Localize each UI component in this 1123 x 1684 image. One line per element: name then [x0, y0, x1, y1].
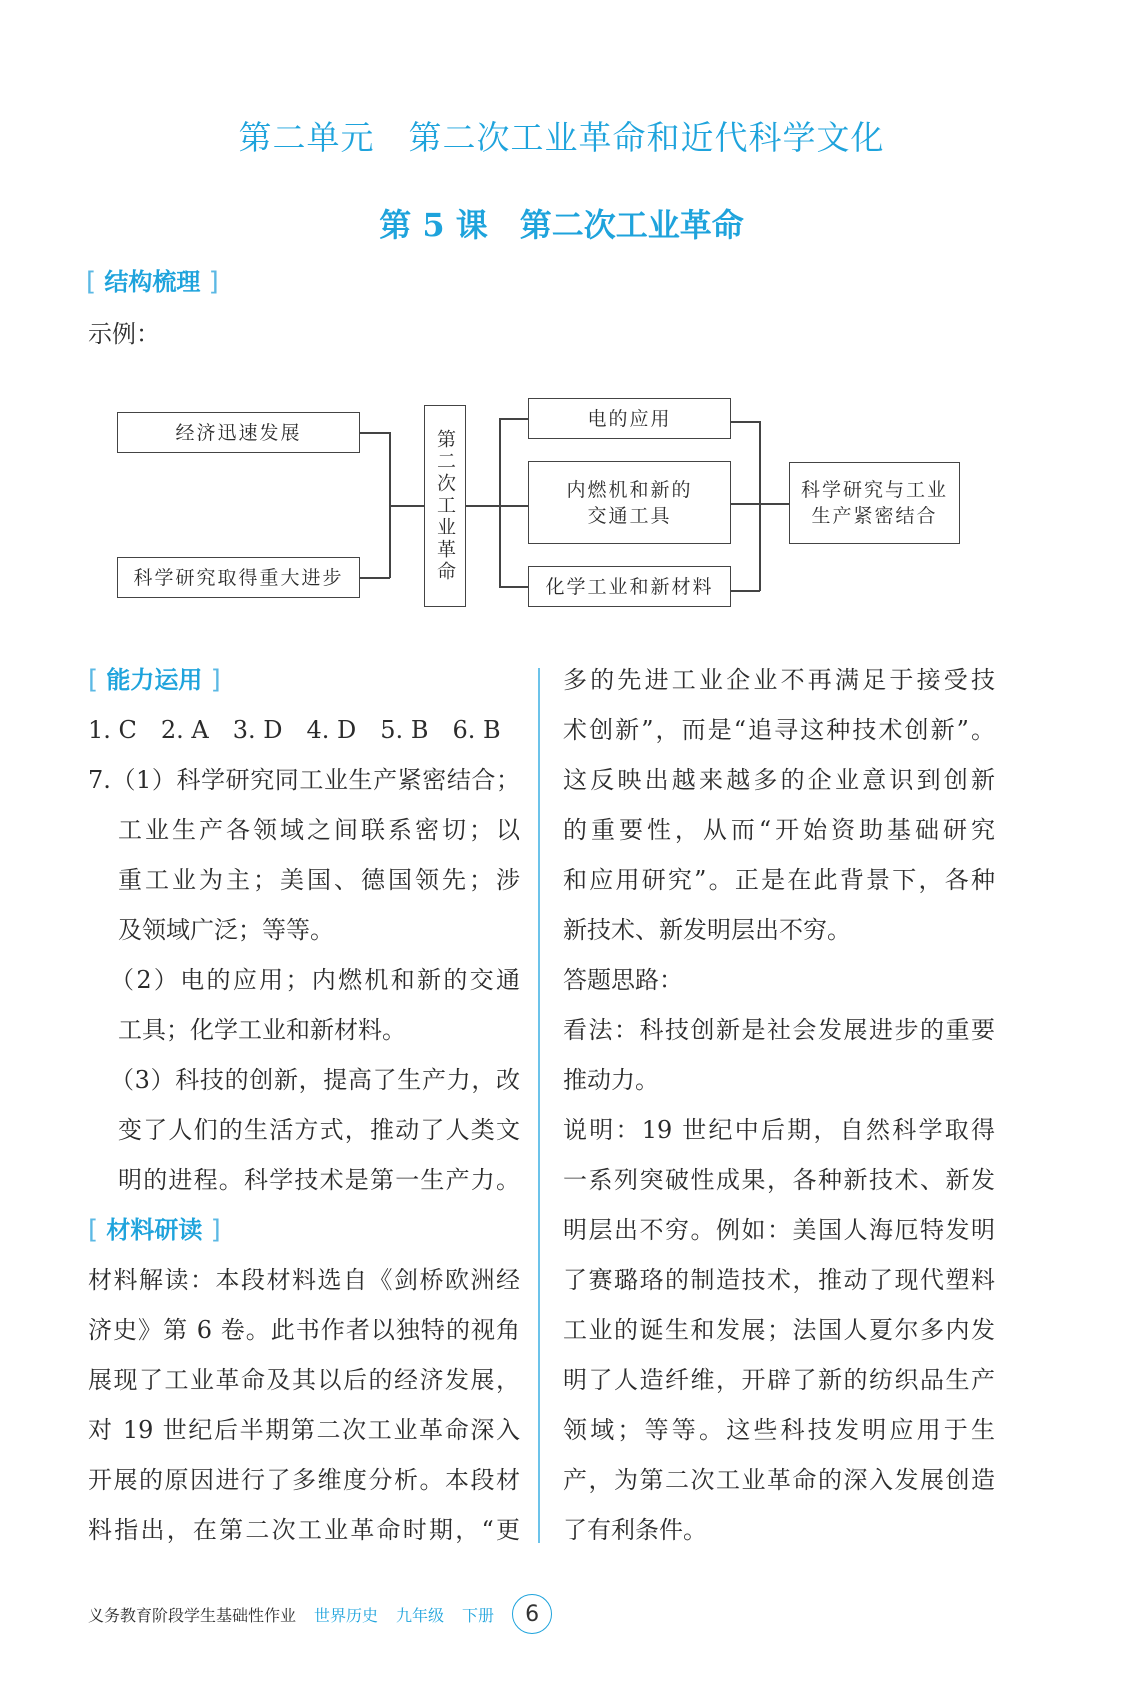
footer-subject: 世界历史 — [314, 1605, 379, 1625]
answer-line: 的重要性，从而“开始资助基础研究 — [563, 816, 995, 844]
connector — [499, 418, 528, 420]
page-number: 6 — [512, 1594, 552, 1634]
box-second-industrial-revolution: 第二次工业革命 — [424, 405, 466, 607]
answer-line: 多的先进工业企业不再满足于接受技 — [563, 666, 995, 694]
column-divider — [538, 668, 540, 1543]
answer-line: 明的进程。科学技术是第一生产力。 — [118, 1166, 520, 1194]
answer-line: 了有利条件。 — [563, 1516, 707, 1544]
answer-line: 7.（1）科学研究同工业生产紧密结合； — [88, 766, 520, 794]
answer-line: 推动力。 — [563, 1066, 659, 1094]
lesson-title: 第 5 课 第二次工业革命 — [379, 206, 744, 244]
box-electricity: 电的应用 — [528, 398, 731, 439]
box-science-industry — [789, 462, 960, 544]
answer-line: 明了人造纤维，开辟了新的纺织品生产 — [563, 1366, 995, 1394]
answer-line: 工业的诞生和发展；法国人夏尔多内发 — [563, 1316, 995, 1344]
section-label: 材料研读 — [106, 1216, 203, 1244]
connector — [759, 421, 761, 591]
box-text: 科学研究与工业 — [800, 479, 948, 501]
connector — [731, 590, 760, 592]
answer-line: 术创新”，而是“追寻这种技术创新”。 — [563, 716, 995, 744]
answer-line: 工具；化学工业和新材料。 — [118, 1016, 406, 1044]
box-engine-transport — [528, 461, 731, 544]
answer-line: 对 19 世纪后半期第二次工业革命深入 — [88, 1416, 520, 1444]
answer-line: 1. C 2. A 3. D 4. D 5. B 6. B — [88, 716, 501, 744]
answer-line: 了赛璐珞的制造技术，推动了现代塑料 — [563, 1266, 995, 1294]
section-heading-ability: [ 能力运用 ] — [88, 665, 221, 695]
answer-line: 这反映出越来越多的企业意识到创新 — [563, 766, 995, 794]
answer-line: 开展的原因进行了多维度分析。本段材 — [88, 1466, 520, 1494]
example-label: 示例： — [88, 320, 160, 348]
answer-line: 济史》第 6 卷。此书作者以独特的视角 — [88, 1316, 520, 1344]
box-economy: 经济迅速发展 — [117, 412, 360, 453]
answer-line: 领域；等等。这些科技发明应用于生 — [563, 1416, 995, 1444]
section-heading-material: [ 材料研读 ] — [88, 1215, 221, 1245]
answer-line: 和应用研究”。正是在此背景下，各种 — [563, 866, 995, 894]
connector — [389, 505, 424, 507]
answer-line: 变了人们的生活方式，推动了人类文 — [118, 1116, 520, 1144]
section-heading-structure: [ 结构梳理 ] — [86, 267, 219, 297]
answer-line: 答题思路： — [563, 966, 683, 994]
answer-line: 一系列突破性成果，各种新技术、新发 — [563, 1166, 995, 1194]
answer-line: 工业生产各领域之间联系密切；以 — [118, 816, 520, 844]
answer-line: 看法：科技创新是社会发展进步的重要 — [563, 1016, 995, 1044]
box-text: 交通工具 — [587, 504, 672, 527]
box-science-progress: 科学研究取得重大进步 — [117, 557, 360, 598]
box-text: 生产紧密结合 — [811, 505, 938, 527]
box-chemical: 化学工业和新材料 — [528, 566, 731, 607]
connector — [360, 432, 390, 434]
answer-line: （3）科技的创新，提高了生产力，改 — [110, 1066, 520, 1094]
section-label: 能力运用 — [106, 666, 203, 694]
connector — [499, 418, 501, 587]
footer-volume: 下册 — [462, 1605, 495, 1625]
footer-series: 义务教育阶段学生基础性作业 — [88, 1605, 297, 1625]
answer-line: 展现了工业革命及其以后的经济发展， — [88, 1366, 520, 1394]
answer-line: （2）电的应用；内燃机和新的交通 — [110, 966, 520, 994]
answer-line: 新技术、新发明层出不穷。 — [563, 916, 851, 944]
page-footer — [88, 1594, 552, 1634]
answer-line: 重工业为主；美国、德国领先；涉 — [118, 866, 520, 894]
connector — [731, 421, 760, 423]
connector — [466, 505, 528, 507]
unit-title: 第二单元 第二次工业革命和近代科学文化 — [238, 118, 885, 157]
section-label: 结构梳理 — [104, 268, 201, 296]
left-column — [88, 655, 520, 1555]
answer-line: 及领域广泛；等等。 — [118, 916, 334, 944]
connector — [499, 586, 528, 588]
answer-line: 产，为第二次工业革命的深入发展创造 — [563, 1466, 995, 1494]
connector — [731, 503, 789, 505]
answer-line: 明层出不穷。例如：美国人海厄特发明 — [563, 1216, 995, 1244]
answer-line: 料指出，在第二次工业革命时期，“更 — [88, 1516, 520, 1544]
answer-line: 说明：19 世纪中后期，自然科学取得 — [563, 1116, 995, 1144]
footer-grade: 九年级 — [396, 1605, 445, 1625]
right-column — [563, 655, 995, 1555]
box-text: 内燃机和新的 — [566, 478, 693, 501]
answer-line: 材料解读：本段材料选自《剑桥欧洲经 — [88, 1266, 520, 1294]
connector — [360, 577, 390, 579]
